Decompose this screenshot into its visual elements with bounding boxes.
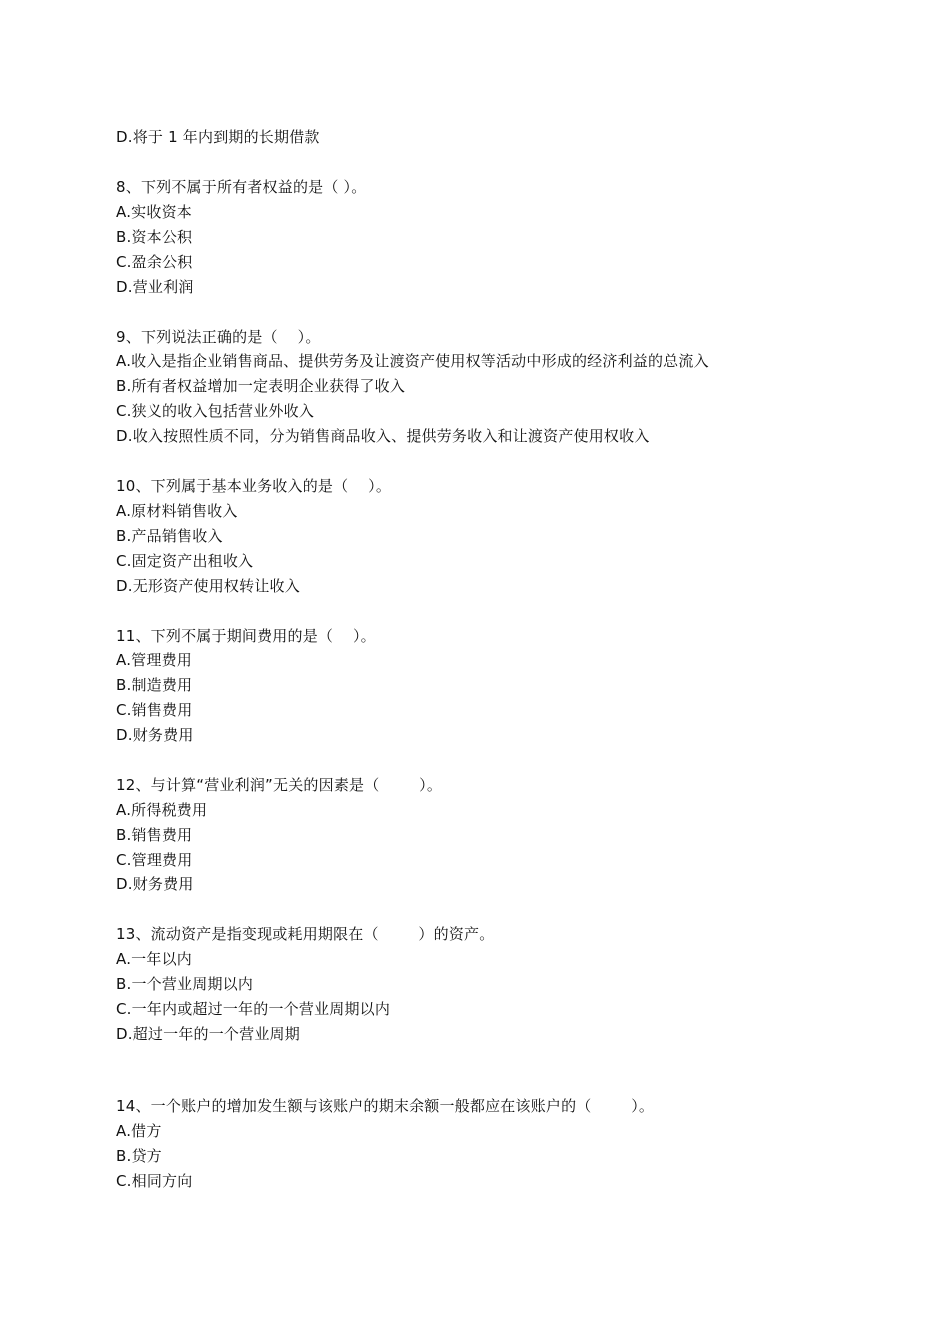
option-11d: D.财务费用 [116, 726, 194, 744]
option-8d: D.营业利润 [116, 278, 194, 296]
option-13b: B.一个营业周期以内 [116, 975, 254, 993]
option-12b: B.销售费用 [116, 826, 193, 844]
option-12c: C.管理费用 [116, 851, 193, 869]
option-14b: B.贷方 [116, 1147, 162, 1165]
question-9: 9、下列说法正确的是（ ）。 [116, 328, 321, 346]
option-11c: C.销售费用 [116, 701, 193, 719]
option-10d: D.无形资产使用权转让收入 [116, 577, 300, 595]
option-14c: C.相同方向 [116, 1172, 193, 1190]
question-13: 13、流动资产是指变现或耗用期限在（ ）的资产。 [116, 925, 495, 943]
question-10: 10、下列属于基本业务收入的是（ ）。 [116, 477, 392, 495]
option-14a: A.借方 [116, 1122, 162, 1140]
question-14: 14、一个账户的增加发生额与该账户的期末余额一般都应在该账户的（ ）。 [116, 1097, 655, 1115]
option-8a: A.实收资本 [116, 203, 192, 221]
option-8c: C.盈余公积 [116, 253, 193, 271]
question-12: 12、与计算“营业利润”无关的因素是（ ）。 [116, 776, 443, 794]
option-13c: C.一年内或超过一年的一个营业周期以内 [116, 1000, 391, 1018]
option-10b: B.产品销售收入 [116, 527, 223, 545]
option-13d: D.超过一年的一个营业周期 [116, 1025, 300, 1043]
option-11b: B.制造费用 [116, 676, 193, 694]
option-10c: C.固定资产出租收入 [116, 552, 254, 570]
option-12a: A.所得税费用 [116, 801, 208, 819]
option-10a: A.原材料销售收入 [116, 502, 238, 520]
option-9d: D.收入按照性质不同，分为销售商品收入、提供劳务收入和让渡资产使用权收入 [116, 427, 650, 445]
option-8b: B.资本公积 [116, 228, 193, 246]
question-8: 8、下列不属于所有者权益的是（ ）。 [116, 178, 367, 196]
option-13a: A.一年以内 [116, 950, 192, 968]
option-12d: D.财务费用 [116, 875, 194, 893]
option-9c: C.狭义的收入包括营业外收入 [116, 402, 315, 420]
option-11a: A.管理费用 [116, 651, 192, 669]
option-9a: A.收入是指企业销售商品、提供劳务及让渡资产使用权等活动中形成的经济利益的总流入 [116, 352, 709, 370]
option-9b: B.所有者权益增加一定表明企业获得了收入 [116, 377, 406, 395]
question-11: 11、下列不属于期间费用的是（ ）。 [116, 627, 376, 645]
option-7d: D.将于 1 年内到期的长期借款 [116, 128, 320, 146]
